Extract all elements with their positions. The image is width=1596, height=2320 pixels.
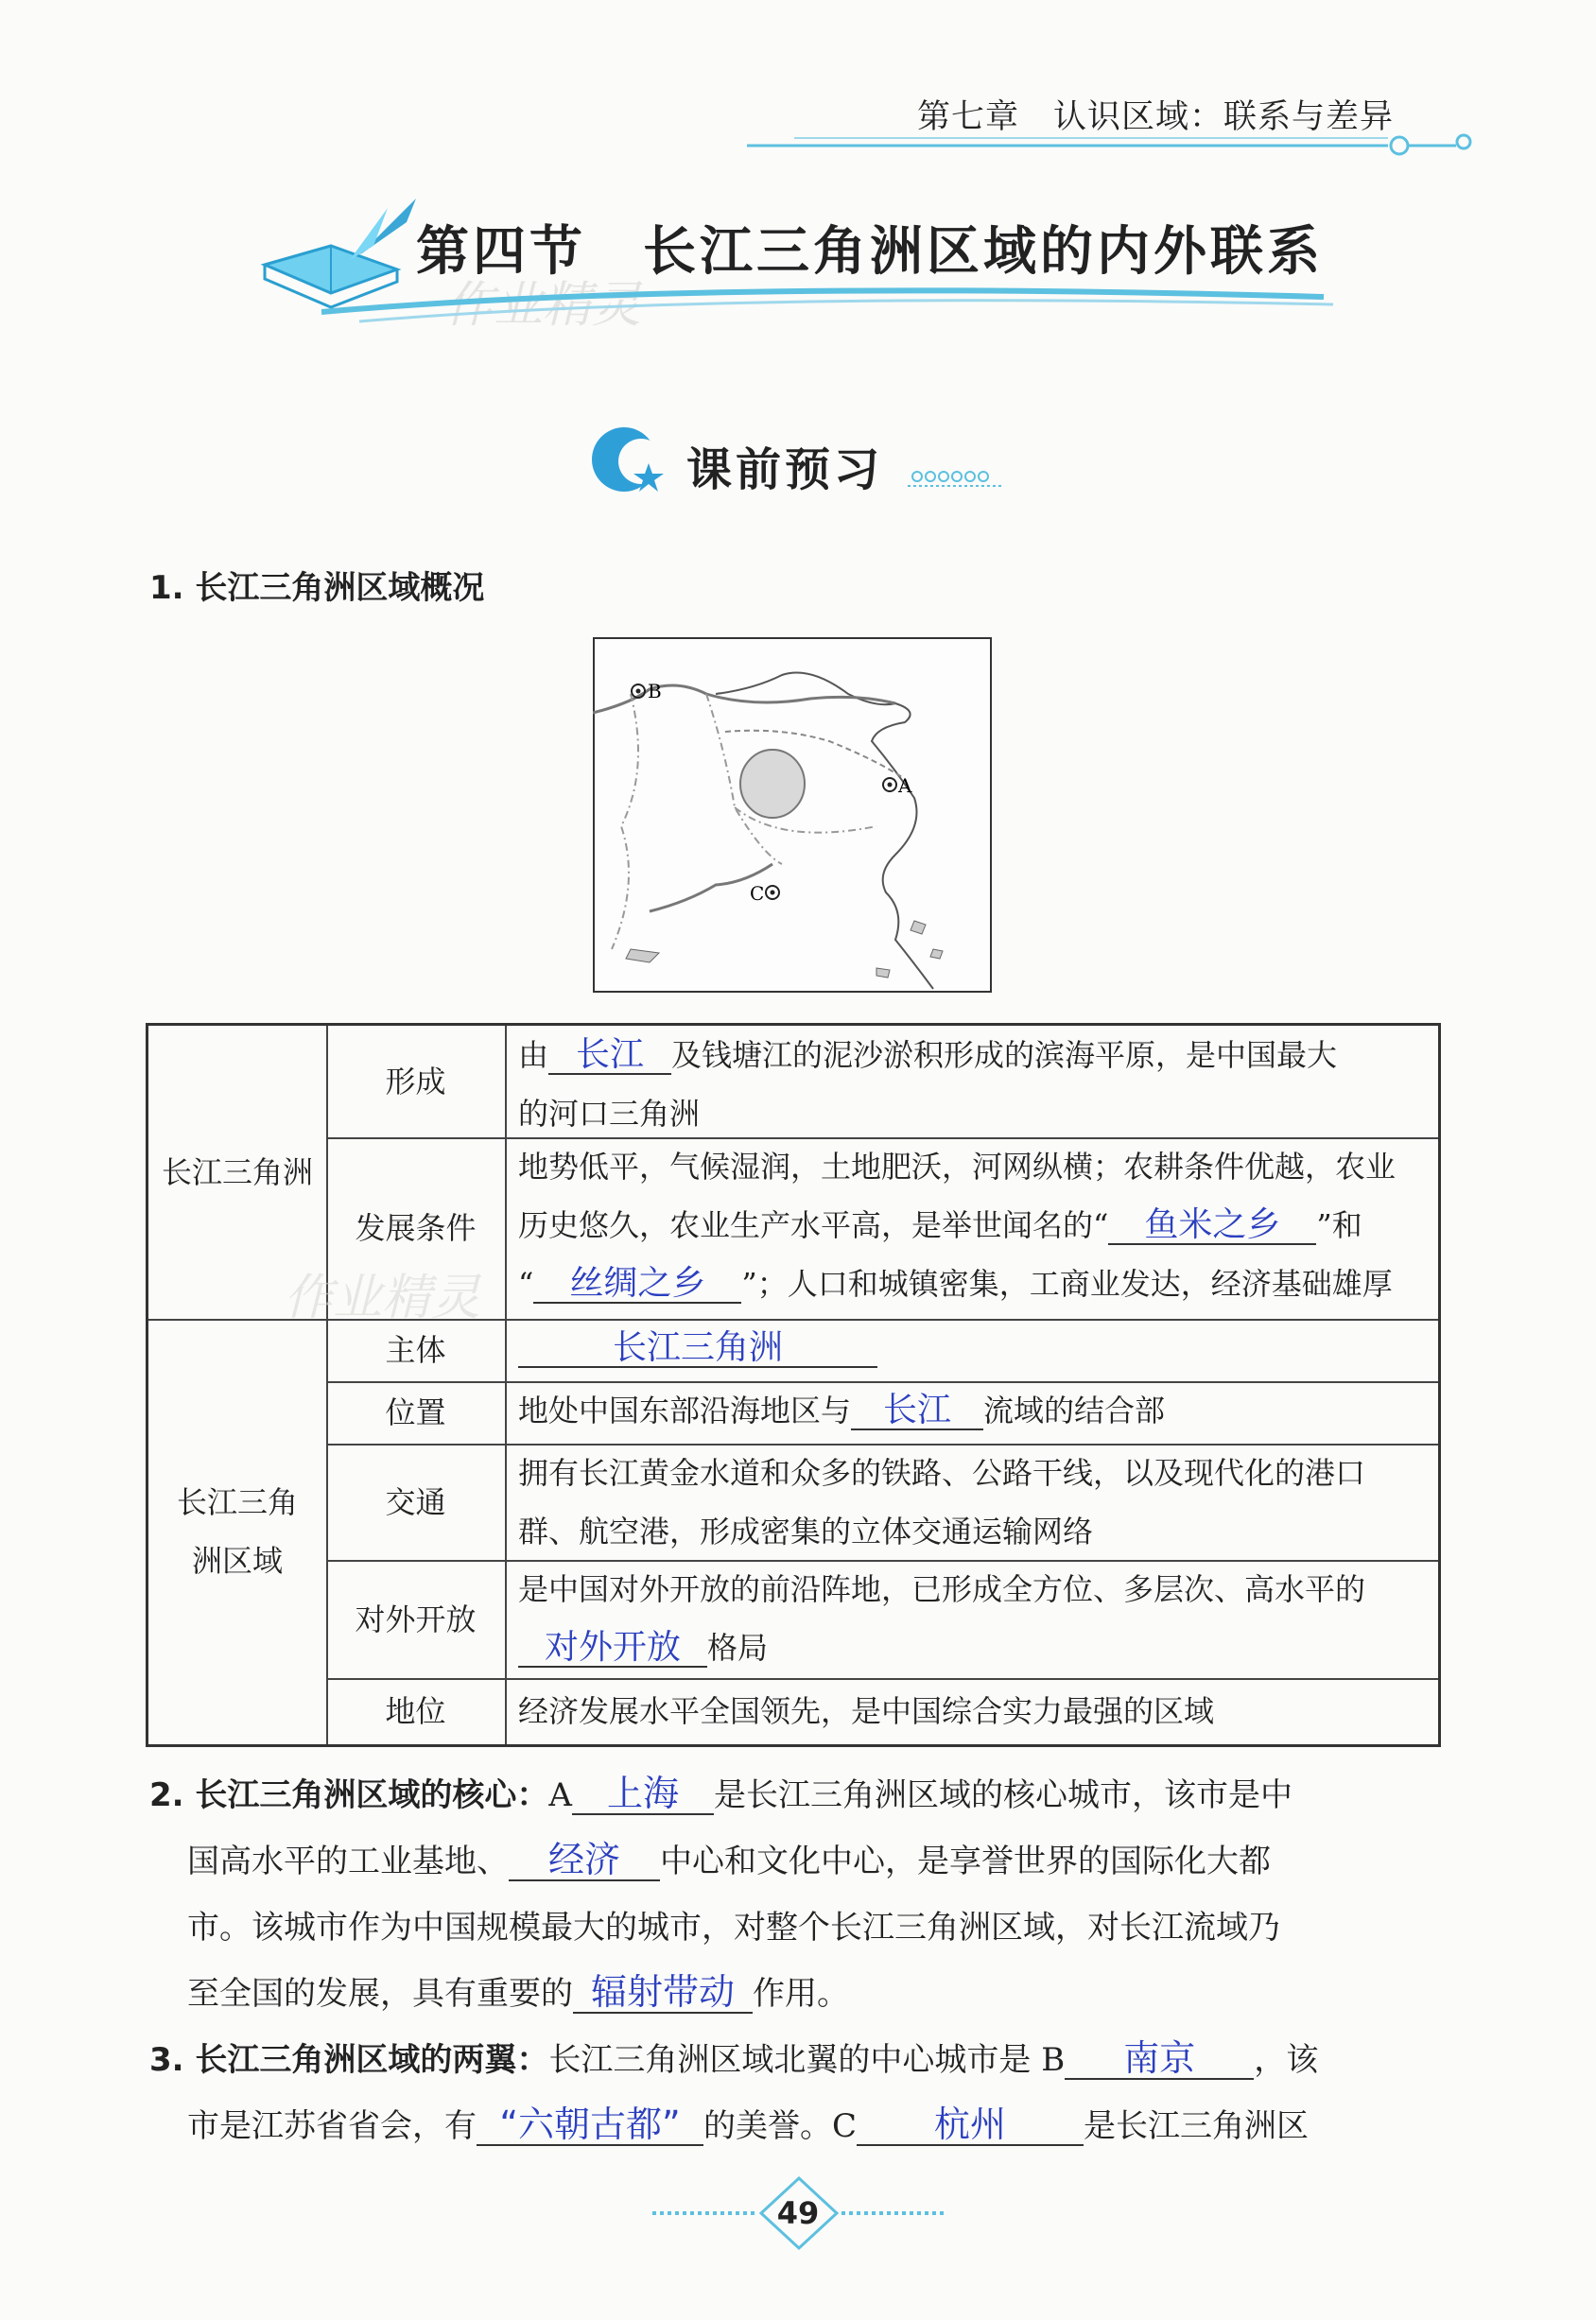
answer-silk: 丝绸之乡 <box>533 1266 741 1304</box>
group-delta: 长江三角洲 <box>161 1154 313 1190</box>
row-label-location: 位置 <box>385 1394 446 1430</box>
section-dots-decoration <box>908 463 1002 492</box>
answer-ancient-capital: “六朝古都” <box>477 2106 703 2146</box>
section-title: 课前预习 <box>686 443 884 496</box>
map-label-b: B <box>648 680 662 702</box>
row-content-location: 地处中国东部沿海地区与 长江 流域的结合部 <box>518 1391 1166 1429</box>
answer-subject: 长江三角洲 <box>518 1330 877 1368</box>
row-content-transport: 拥有长江黄金水道和众多的铁路、公路干线，以及现代化的港口 群、航空港，形成密集的立体交通运输网络 <box>518 1455 1366 1550</box>
group-delta-region: 长江三角 洲区域 <box>176 1484 298 1579</box>
answer-radiation: 辐射带动 <box>573 1974 753 2014</box>
question-3: 3. 长江三角洲区域的两翼：长江三角洲区域北翼的中心城市是 B 南京 ，该 市是江苏省省会，有 “六朝古都” 的美誉。C 杭州 是长江三角洲区 <box>149 2037 1319 2145</box>
page-title: 第四节 长江三角洲区域的内外联系 <box>416 220 1324 283</box>
row-label-formation: 形成 <box>385 1064 446 1099</box>
row-label-opening: 对外开放 <box>355 1601 477 1637</box>
answer-location: 长江 <box>851 1393 983 1430</box>
header-decoration-line <box>737 130 1475 159</box>
answer-hangzhou: 杭州 <box>857 2106 1084 2146</box>
row-content-subject <box>505 1319 1438 1381</box>
answer-opening: 对外开放 <box>518 1630 707 1668</box>
chapter-header: 第七章 认识区域：联系与差异 <box>917 98 1395 136</box>
map-label-a: A <box>898 774 912 797</box>
row-label-conditions: 发展条件 <box>355 1210 477 1246</box>
overview-table <box>146 1023 1441 1747</box>
answer-economic: 经济 <box>509 1842 660 1881</box>
answer-nanjing: 南京 <box>1065 2040 1254 2080</box>
answer-fish-rice: 鱼米之乡 <box>1108 1207 1316 1245</box>
row-label-status: 地位 <box>385 1693 446 1729</box>
row-content-status: 经济发展水平全国领先，是中国综合实力最强的区域 <box>518 1693 1215 1729</box>
watermark-table: 作业精灵 <box>284 1270 481 1326</box>
title-underline-swoosh <box>321 284 1343 331</box>
page-number: 49 <box>776 2195 820 2231</box>
map-label-c: C <box>750 882 765 905</box>
question-2: 2. 长江三角洲区域的核心：A 上海 是长江三角洲区域的核心城市，该市是中 国高水平的工业基地、 经济 中心和文化中心，是享誉世界的国际化大都 市。该城市作为中国规模最大的城市，对整个长江三角洲区域，对长江流域乃 至全国的发展，具有重要的 辐射带动 作用。 <box>149 1773 1292 2013</box>
section-badge-icon <box>586 424 677 499</box>
watermark-title: 作业精灵 <box>444 277 642 334</box>
answer-core-city: 上海 <box>572 1775 714 1815</box>
row-content-opening: 是中国对外开放的前沿阵地，已形成全方位、多层次、高水平的 对外开放 格局 <box>518 1571 1366 1667</box>
row-content-formation: 由 长江 及钱塘江的泥沙淤积形成的滨海平原，是中国最大 的河口三角洲 <box>518 1035 1338 1132</box>
q1-label: 1. 长江三角洲区域概况 <box>149 569 485 607</box>
yangtze-delta-map <box>593 637 992 993</box>
row-label-subject: 主体 <box>385 1332 446 1368</box>
answer-formation: 长江 <box>548 1037 671 1075</box>
row-content-conditions: 地势低平，气候湿润，土地肥沃，河网纵横；农耕条件优越，农业 历史悠久，农业生产水平高，是举世闻名的“ 鱼米之乡 ”和 “ 丝绸之乡 ”；人口和城镇密集，工商业发达，经济基础雄厚 <box>518 1149 1396 1303</box>
row-label-transport: 交通 <box>385 1483 446 1520</box>
